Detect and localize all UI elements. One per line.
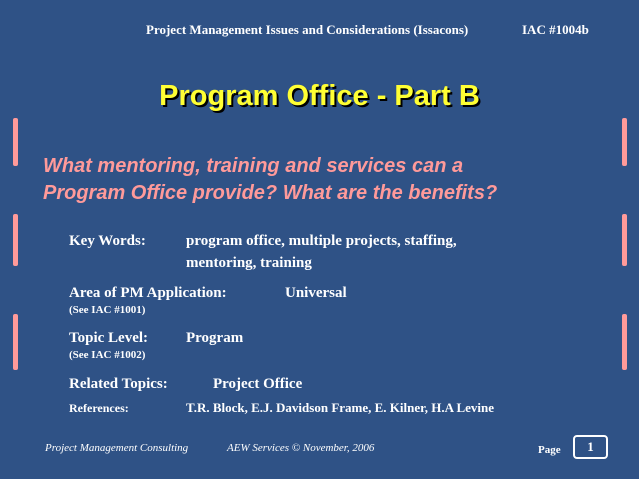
keywords-label: Key Words: (69, 233, 146, 249)
keywords-line: program office, multiple projects, staffing, (186, 233, 457, 249)
footer-copyright: AEW Services © November, 2006 (227, 442, 375, 454)
references-value: T.R. Block, E.J. Davidson Frame, E. Kilner, H.A Levine (186, 400, 495, 415)
header-title: Project Management Issues and Considerations (Issacons) (146, 22, 469, 37)
left-sidebar-top (13, 118, 18, 166)
footer-company: Project Management Consulting (45, 442, 189, 454)
page-label: Page (538, 444, 561, 456)
topic-reference: (See IAC #1002) (69, 349, 146, 361)
area-label: Area of PM Application: (69, 285, 227, 301)
page-number: 1 (573, 435, 608, 459)
related-value: Project Office (213, 376, 303, 392)
question-text (43, 153, 623, 207)
right-sidebar-bottom (622, 314, 627, 370)
keywords-line: mentoring, training (186, 255, 312, 271)
references-label: References: (69, 401, 129, 415)
header-code: IAC #1004b (522, 22, 589, 37)
related-label: Related Topics: (69, 376, 168, 392)
question-line: What mentoring, training and services can a (43, 155, 464, 177)
area-value: Universal (285, 285, 347, 301)
slide-title: Program Office - Part B (159, 80, 480, 112)
left-sidebar-bottom (13, 314, 18, 370)
topic-label: Topic Level: (69, 330, 149, 346)
topic-value: Program (186, 330, 244, 346)
area-reference: (See IAC #1001) (69, 304, 146, 316)
right-sidebar-middle (622, 214, 627, 266)
question-line: Program Office provide? What are the benefits? (43, 182, 498, 204)
left-sidebar-middle (13, 214, 18, 266)
